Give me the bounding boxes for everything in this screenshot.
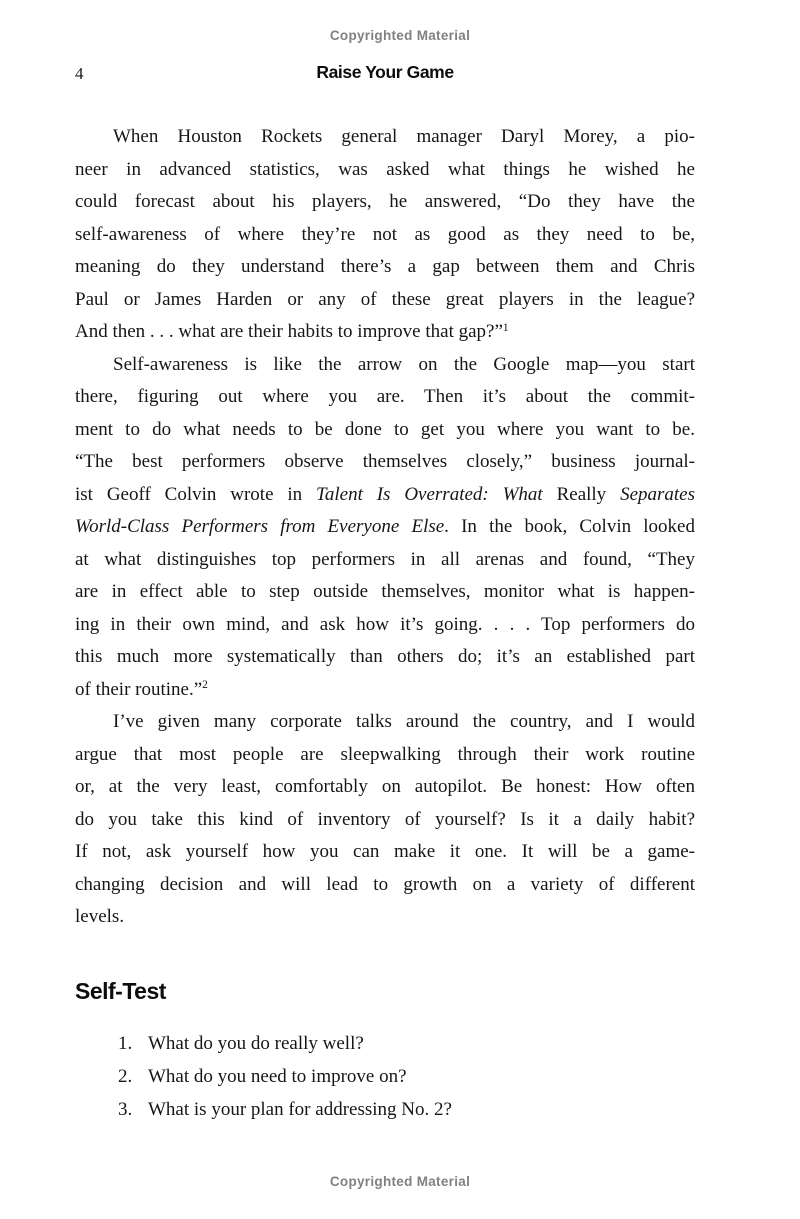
- text-line: [75, 479, 695, 512]
- text-segment: I’ve given many corporate talks around the country, and I would: [113, 711, 695, 732]
- copyright-notice-top: Copyrighted Material: [329, 28, 471, 43]
- text-segment: changing decision and will lead to growth on a variety of different: [75, 873, 695, 895]
- text-line: [75, 349, 695, 382]
- text-segment: ing in their own mind, and ask how it’s going. . . . Top performers do: [75, 613, 695, 635]
- text-segment: there, figuring out where you are. Then it’s about the commit-: [75, 386, 695, 407]
- text-line: [75, 544, 695, 577]
- text-line: [75, 576, 695, 609]
- text-segment: Paul or James Harden or any of these great players in the league?: [75, 288, 695, 310]
- paragraph: [75, 121, 695, 349]
- body-paragraphs: [75, 121, 695, 934]
- text-line: [75, 511, 695, 544]
- list-item-text: What do you need to improve on?: [148, 1066, 407, 1087]
- footnote-marker: 1: [502, 321, 509, 334]
- text-line: [75, 674, 695, 707]
- text-segment: argue that most people are sleepwalking through their work routine: [75, 743, 695, 765]
- text-segment: “The best performers observe themselves closely,” business journal-: [75, 451, 695, 472]
- list-item-text: What do you do really well?: [148, 1033, 364, 1054]
- list-item: [75, 1060, 695, 1093]
- text-segment: do you take this kind of inventory of yourself? Is it a daily habit?: [75, 808, 695, 830]
- text-segment: this much more systematically than others do; it’s an established part: [75, 646, 695, 667]
- text-line: [75, 414, 695, 447]
- text-line: [75, 706, 695, 739]
- text-line: [75, 804, 695, 837]
- text-segment: ment to do what needs to be done to get you where you want to be.: [75, 418, 695, 440]
- paragraph: [75, 349, 695, 707]
- text-segment: Self-awareness is like the arrow on the Google map—you start: [113, 353, 695, 375]
- text-segment: could forecast about his players, he answered, “Do they have the: [75, 191, 695, 212]
- text-line: [75, 316, 695, 349]
- text-segment: self-awareness of where they’re not as good as they need to be,: [75, 223, 695, 245]
- text-segment: levels.: [75, 906, 125, 927]
- self-test-list: [75, 1027, 695, 1126]
- text-segment: meaning do they understand there’s a gap between them and Chris: [75, 256, 695, 277]
- text-line: [75, 154, 695, 187]
- section-heading: Self-Test: [75, 978, 166, 1004]
- text-segment: When Houston Rockets general manager Daryl Morey, a pio-: [113, 126, 695, 147]
- text-line: [75, 446, 695, 479]
- text-line: [75, 739, 695, 772]
- text-segment: of their routine.”: [75, 678, 203, 700]
- text-line: [75, 121, 695, 154]
- footnote-marker: 2: [202, 679, 208, 692]
- text-segment: . In the book, Colvin looked: [444, 516, 695, 537]
- text-line: [75, 381, 695, 414]
- text-line: [75, 836, 695, 869]
- text-segment: And then . . . what are their habits to improve that gap?”: [75, 321, 503, 342]
- text-segment: or, at the very least, comfortably on autopilot. Be honest: How often: [75, 776, 695, 797]
- text-line: [75, 901, 695, 934]
- running-title: Raise Your Game: [316, 62, 454, 82]
- italic-text: Talent Is Overrated: What: [316, 483, 543, 505]
- list-item: [75, 1027, 695, 1060]
- text-line: [75, 869, 695, 902]
- text-segment: ist Geoff Colvin wrote in: [75, 483, 317, 505]
- italic-text: World-Class Performers from Everyone Else: [75, 516, 445, 537]
- list-item-number: 3.: [118, 1099, 133, 1120]
- text-segment: are in effect able to step outside themselves, monitor what is happen-: [75, 581, 695, 602]
- italic-text: Separates: [620, 483, 695, 505]
- text-line: [75, 609, 695, 642]
- list-item-text: What is your plan for addressing No. 2?: [148, 1099, 452, 1120]
- text-line: [75, 219, 695, 252]
- page-number: 4: [75, 64, 84, 83]
- text-line: [75, 186, 695, 219]
- text-line: [75, 284, 695, 317]
- text-segment: Really: [542, 483, 621, 505]
- list-item: [75, 1093, 695, 1126]
- copyright-notice-bottom: Copyrighted Material: [329, 1174, 471, 1189]
- text-segment: at what distinguishes top performers in all arenas and found, “They: [75, 548, 695, 570]
- paragraph: [75, 706, 695, 934]
- text-segment: If not, ask yourself how you can make it one. It will be a game-: [75, 841, 695, 862]
- text-segment: neer in advanced statistics, was asked what things he wished he: [75, 158, 695, 180]
- text-line: [75, 251, 695, 284]
- text-line: [75, 641, 695, 674]
- list-item-number: 2.: [118, 1066, 133, 1087]
- text-line: [75, 771, 695, 804]
- list-item-number: 1.: [118, 1033, 133, 1054]
- page-header: [75, 62, 695, 86]
